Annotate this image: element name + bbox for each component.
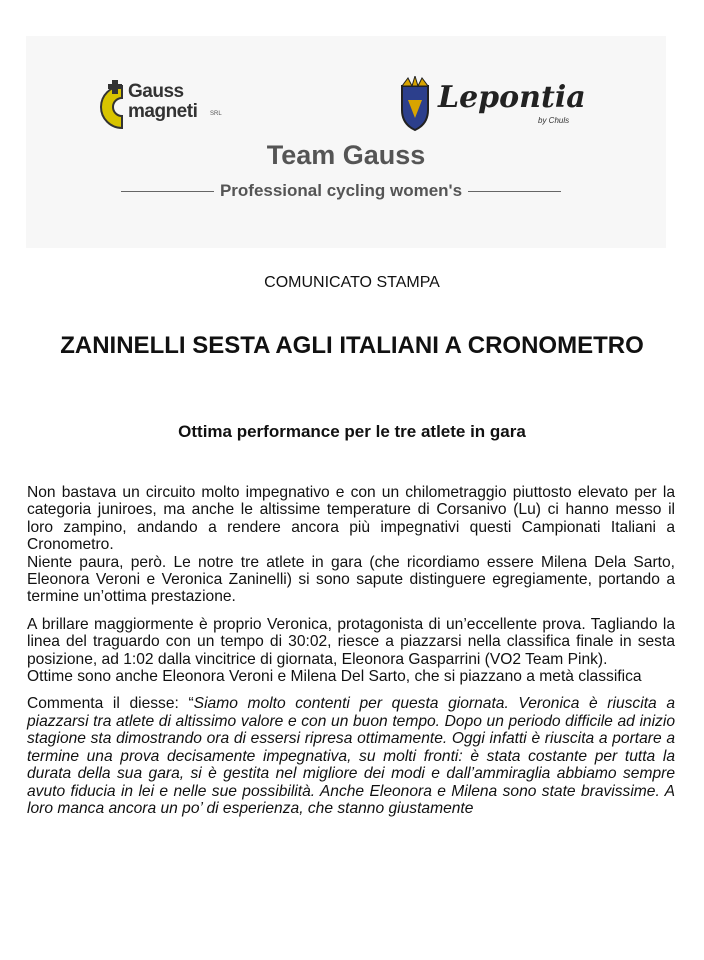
paragraph-1: Non bastava un circuito molto impegnativo e con un chilometraggio piuttosto elevato per la categoria juniroes, ma anche le altissime temperature di Corsanivo (Lu) ci hanno messo il loro zampino, andando a rendere ancora più impegnativi questi Campionati Italiani a Cronometro. bbox=[27, 484, 675, 554]
press-release-label: COMUNICATO STAMPA bbox=[264, 274, 440, 291]
headline: ZANINELLI SESTA AGLI ITALIANI A CRONOMETRO bbox=[60, 332, 644, 359]
tagline-rule-right bbox=[468, 191, 561, 192]
article-body bbox=[27, 484, 675, 827]
tagline-rule-left bbox=[121, 191, 214, 192]
letterhead bbox=[26, 36, 666, 248]
gauss-logo-suffix: SRL bbox=[210, 111, 222, 117]
paragraph-5 bbox=[27, 695, 675, 817]
gauss-magneti-logo bbox=[92, 78, 222, 136]
team-tagline: Professional cycling women's bbox=[219, 181, 463, 200]
paragraph-2: Niente paura, però. Le notre tre atlete in gara (che ricordiamo essere Milena Dela Sarto, Eleonora Veroni e Veronica Zaninelli) si sono sapute distinguere egregiamente, portando a termine un’ottima prestazione. bbox=[27, 553, 675, 606]
paragraph-3: A brillare maggiormente è proprio Veronica, protagonista di un’eccellente prova. Tagliando la linea del traguardo con un tempo di 30:02, riesce a piazzarsi nella classifica finale in sesta posizione, ad 1:02 dalla vincitrice di giornata, Eleonora Gasparrini (VO2 Team Pink). bbox=[27, 615, 675, 668]
team-tagline-row bbox=[121, 179, 561, 203]
gauss-logo-line2: magneti bbox=[128, 101, 198, 122]
lepontia-by-line: by Chuls bbox=[538, 116, 570, 125]
team-name: Team Gauss bbox=[266, 140, 426, 170]
quote-text: Siamo molto contenti per questa giornata. Veronica è riuscita a piazzarsi tra atlete di altissimo valore e con un buon tempo. Dopo un periodo difficile ad inizio stagione sta dimostrando ora di essersi ripresa ottimamente. Oggi infatti è riuscita a portare a termine una prova decisamente impegnativa, su molti fronti: è stata costante per tutta la durata della sua gara, si è gestita nel migliore dei modi e dall’ammiraglia abbiamo sempre avuto fiducia in lei e nelle sue possibilità. Anche Eleonora e Milena sono state bravissime. A loro manca ancora un po’ di esperienza, che stanno giustamente bbox=[27, 695, 675, 817]
paragraph-4: Ottime sono anche Eleonora Veroni e Milena Del Sarto, che si piazzano a metà classifica bbox=[27, 668, 642, 686]
quote-lead: Commenta il diesse: “ bbox=[27, 695, 194, 713]
gauss-logo-line1: Gauss bbox=[128, 81, 184, 102]
subheadline: Ottima performance per le tre atlete in gara bbox=[178, 422, 526, 441]
lepontia-wordmark: Lepontia bbox=[438, 80, 586, 115]
lepontia-logo bbox=[398, 76, 588, 136]
gauss-magnet-icon bbox=[92, 78, 132, 136]
lepontia-shield-icon bbox=[398, 76, 432, 132]
